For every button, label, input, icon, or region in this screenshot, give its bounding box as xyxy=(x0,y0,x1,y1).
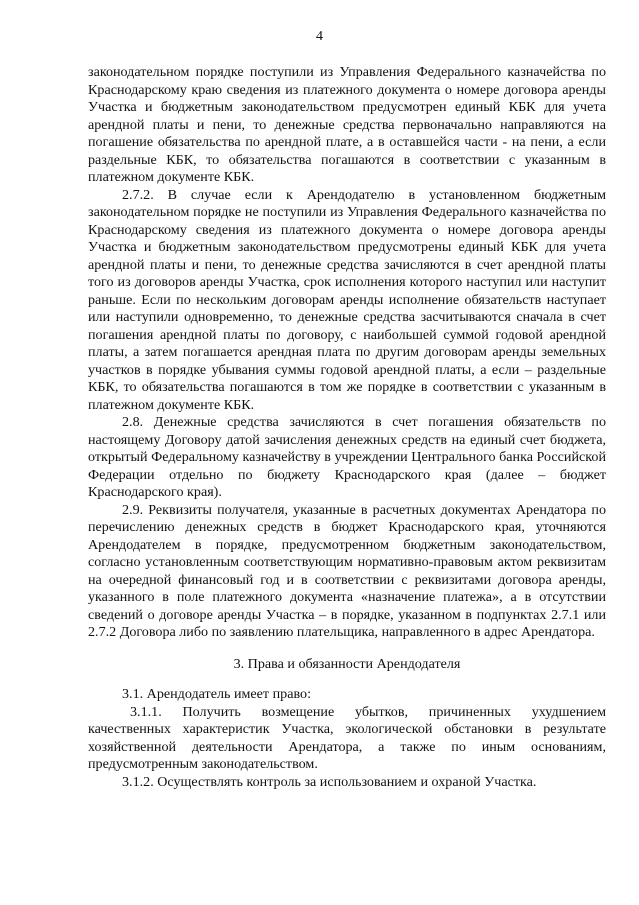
document-body xyxy=(88,64,606,791)
paragraph-3-1-1: 3.1.1. Получить возмещение убытков, причиненных ухудшением качественных характеристик Участка, экологической обстановки в результате хозяйственной деятельности Арендатора, а также по иным основаниям, предусмотренным законодательством. xyxy=(88,703,606,772)
paragraph-3-1-2: 3.1.2. Осуществлять контроль за использованием и охраной Участка. xyxy=(122,773,537,790)
paragraph-3-1: 3.1. Арендодатель имеет право: xyxy=(122,686,311,702)
paragraph-2-9: 2.9. Реквизиты получателя, указанные в расчетных документах Арендатора по перечислению денежных средств в бюджет Краснодарского края, уточняются Арендодателем в порядке, предусмотренном бюджетным законодательством, согласно установленным соответствующим нормативно-правовым актом реквизитам на очередной финансовый год и в соответствии с реквизитами договора аренды, указанного в поле платежного документа «назначение платежа», а в отсутствии сведений о договоре аренды Участка – в порядке, указанном в подпунктах 2.7.1 или 2.7.2 Договора либо по заявлению плательщика, направленного в адрес Арендатора. xyxy=(88,501,606,640)
paragraph-continuation: законодательном порядке поступили из Управления Федерального казначейства по Краснодарскому краю сведения из платежного документа о номере договора аренды Участка и бюджетным законодательством предусмотрен единый КБК для учета арендной платы и пени, то денежные средства первоначально направляются на погашение обязательства по арендной плате, а в оставшейся части - на пени, а если раздельные КБК, то обязательства погашаются в соответствии с указанным в платежном документе КБК. xyxy=(88,64,606,185)
section-title: 3. Права и обязанности Арендодателя xyxy=(233,655,461,672)
paragraph-2-7-2: 2.7.2. В случае если к Арендодателю в установленном бюджетным законодательном порядке не поступили из Управления Федерального казначейства по Краснодарскому сведения из платежного документа о номере договора аренды Участка и бюджетным законодательством предусмотрены единый КБК для учета арендной платы и пени, то денежные средства зачисляются в счет арендной платы того из договоров аренды Участка, срок исполнения которого наступил или наступит раньше. Если по нескольким договорам аренды исполнение обязательств наступает или наступили одновременно, то денежные средства засчитываются сначала в счет погашения арендной платы по договору, с наибольшей суммой годовой арендной платы, а затем погашается арендная плата по другим договорам аренды земельных участков в порядке убывания суммы годовой арендной платы, а если – раздельные КБК, то обязательства погашаются в том же порядке в соответствии с указанным в платежном документе КБК. xyxy=(88,186,606,413)
paragraph-2-8: 2.8. Денежные средства зачисляются в счет погашения обязательств по настоящему Договору датой зачисления денежных средств на единый счет бюджета, открытый Федеральному казначейству в учреждении Центрального банка Российской Федерации отдельно по бюджету Краснодарского края (далее – бюджет Краснодарского края). xyxy=(88,414,606,500)
page-number: 4 xyxy=(316,29,323,44)
